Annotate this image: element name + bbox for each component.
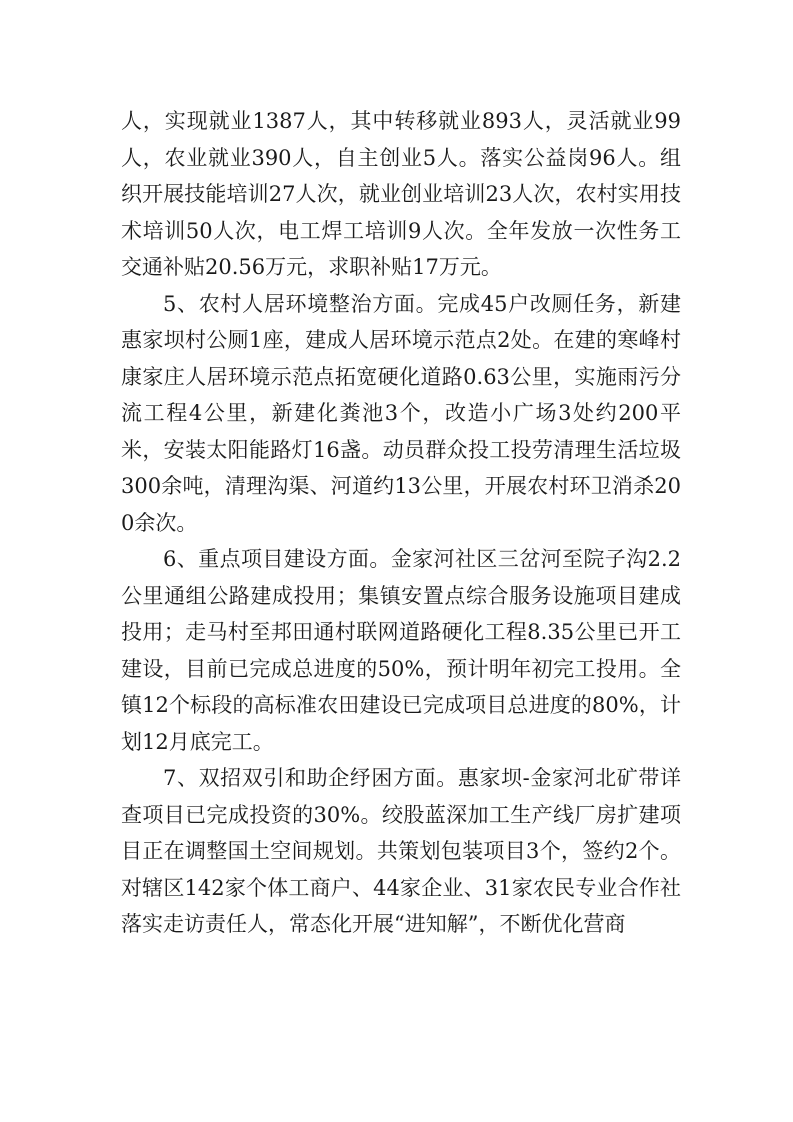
paragraph-investment-support: 7、双招双引和助企纾困方面。惠家坝-金家河北矿带详查项目已完成投资的30%。绞股蓝深加工生产线厂房扩建项目正在调整国土空间规划。共策划包装项目3个，签约2个。对辖区142家个体工商户、44家企业、31家农民专业合作社落实走访责任人，常态化开展“进知解”，不断优化营商	[121, 766, 681, 936]
paragraph-employment: 人，实现就业1387人，其中转移就业893人，灵活就业99人，农业就业390人，自主创业5人。落实公益岗96人。组织开展技能培训27人次，就业创业培训23人次，农村实用技术培训50人次，电工焊工培训9人次。全年发放一次性务工交通补贴20.56万元，求职补贴17万元。	[121, 109, 681, 279]
paragraph-rural-environment: 5、农村人居环境整治方面。完成45户改厕任务，新建惠家坝村公厕1座，建成人居环境示范点2处。在建的寒峰村康家庄人居环境示范点拓宽硬化道路0.63公里，实施雨污分流工程4公里，新建化粪池3个，改造小广场3处约200平米，安装太阳能路灯16盏。动员群众投工投劳清理生活垃圾300余吨，清理沟渠、河道约13公里，开展农村环卫消杀200余次。	[121, 291, 681, 535]
paragraph-key-projects: 6、重点项目建设方面。金家河社区三岔河至院子沟2.2公里通组公路建成投用；集镇安置点综合服务设施项目建成投用；走马村至邦田通村联网道路硬化工程8.35公里已开工建设，目前已完成总进度的50%，预计明年初完工投用。全镇12个标段的高标准农田建设已完成项目总进度的80%，计划12月底完工。	[121, 547, 681, 754]
document-body	[121, 103, 681, 943]
